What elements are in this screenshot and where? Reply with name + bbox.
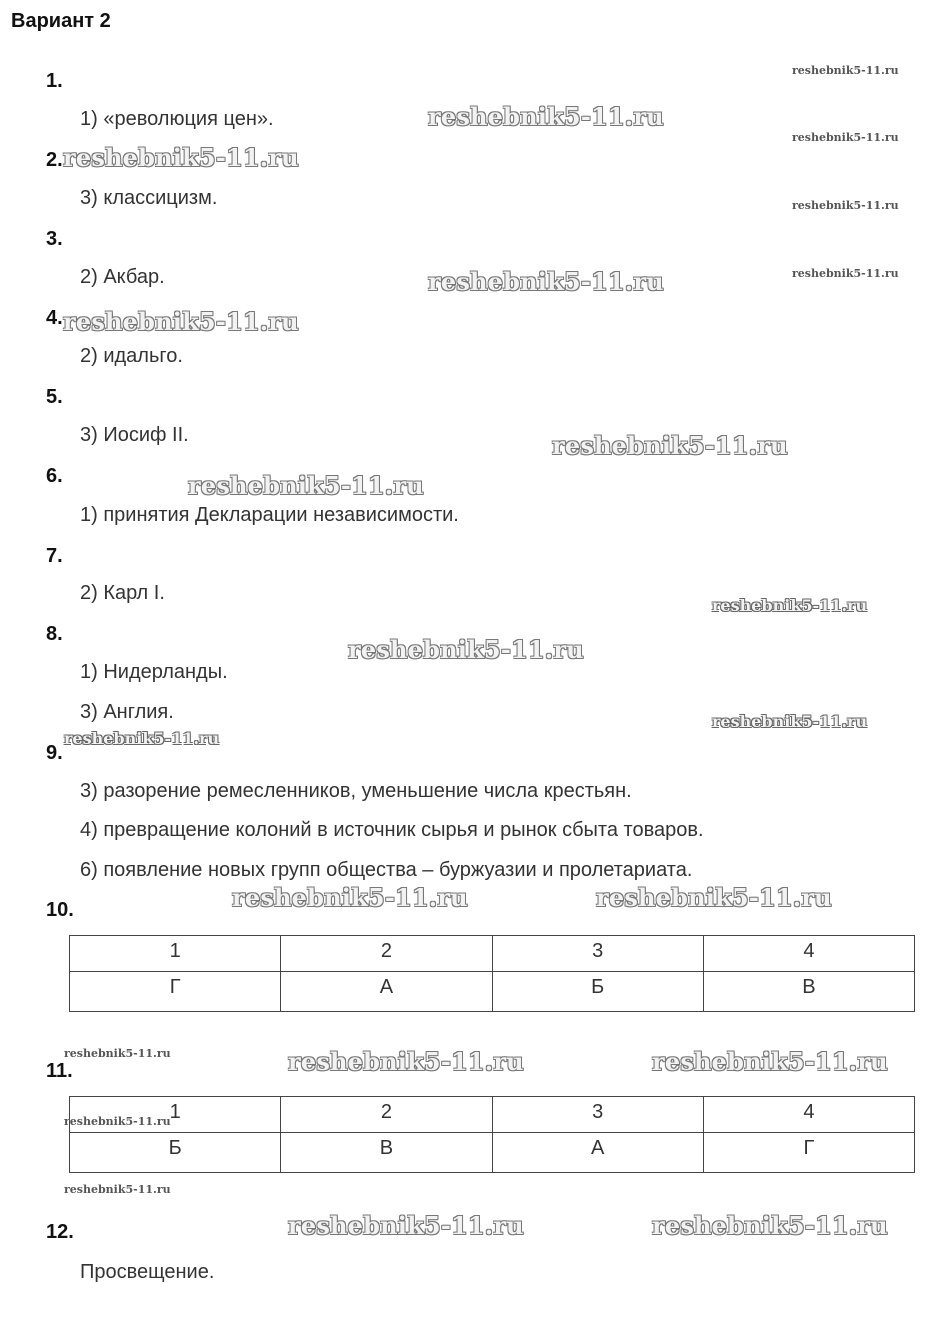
answer-12-1: Просвещение. [80, 1261, 215, 1283]
answer-4-1: 2) идальго. [80, 345, 183, 367]
watermark: reshebnik5-11.ru [652, 1047, 888, 1076]
table-cell: 1 [70, 1097, 281, 1133]
answer-9-3: 6) появление новых групп общества – буржуазии и пролетариата. [80, 859, 693, 881]
watermark: reshebnik5-11.ru [64, 1047, 171, 1060]
table-cell: 4 [703, 1097, 914, 1133]
table-cell: Б [492, 972, 703, 1012]
table-cell: Б [70, 1133, 281, 1173]
question-number-8: 8. [46, 623, 63, 645]
table-cell: 1 [70, 936, 281, 972]
question-number-4: 4. [46, 307, 63, 329]
watermark: reshebnik5-11.ru [792, 199, 899, 212]
table-cell: Г [70, 972, 281, 1012]
question-number-2: 2. [46, 149, 63, 171]
table-cell: В [703, 972, 914, 1012]
watermark: reshebnik5-11.ru [792, 64, 899, 77]
answer-1-1: 1) «революция цен». [80, 108, 274, 130]
watermark: reshebnik5-11.ru [288, 1211, 524, 1240]
table-cell: 3 [492, 936, 703, 972]
page-title: Вариант 2 [11, 10, 111, 32]
watermark: reshebnik5-11.ru [188, 471, 424, 500]
table-row [70, 1133, 915, 1173]
answer-8-1: 1) Нидерланды. [80, 661, 228, 683]
table-cell: 4 [703, 936, 914, 972]
watermark: reshebnik5-11.ru [64, 1183, 171, 1196]
watermark: reshebnik5-11.ru [348, 635, 584, 664]
table-cell: А [281, 972, 492, 1012]
watermark: reshebnik5-11.ru [63, 143, 299, 172]
table-row [70, 972, 915, 1012]
watermark: reshebnik5-11.ru [63, 307, 299, 336]
watermark: reshebnik5-11.ru [428, 102, 664, 131]
question-number-7: 7. [46, 545, 63, 567]
table-cell: 3 [492, 1097, 703, 1133]
answer-table-10 [69, 935, 915, 1012]
watermark: reshebnik5-11.ru [552, 431, 788, 460]
answer-9-2: 4) превращение колоний в источник сырья и рынок сбыта товаров. [80, 819, 704, 841]
question-number-6: 6. [46, 465, 63, 487]
table-header-row [70, 936, 915, 972]
watermark: reshebnik5-11.ru [428, 267, 664, 296]
watermark: reshebnik5-11.ru [712, 712, 868, 731]
table-cell: Г [703, 1133, 914, 1173]
question-number-3: 3. [46, 228, 63, 250]
table-cell: А [492, 1133, 703, 1173]
question-number-5: 5. [46, 386, 63, 408]
answer-8-2: 3) Англия. [80, 701, 174, 723]
table-cell: 2 [281, 1097, 492, 1133]
answer-table-11 [69, 1096, 915, 1173]
answer-2-1: 3) классицизм. [80, 187, 218, 209]
table-cell: В [281, 1133, 492, 1173]
question-number-9: 9. [46, 742, 63, 764]
question-number-10: 10. [46, 899, 74, 921]
watermark: reshebnik5-11.ru [232, 883, 468, 912]
table-header-row [70, 1097, 915, 1133]
watermark: reshebnik5-11.ru [792, 267, 899, 280]
watermark: reshebnik5-11.ru [64, 1115, 171, 1128]
question-number-1: 1. [46, 70, 63, 92]
answer-3-1: 2) Акбар. [80, 266, 165, 288]
watermark: reshebnik5-11.ru [288, 1047, 524, 1076]
answer-7-1: 2) Карл I. [80, 582, 165, 604]
answer-5-1: 3) Иосиф II. [80, 424, 189, 446]
watermark: reshebnik5-11.ru [64, 729, 220, 748]
question-number-12: 12. [46, 1221, 74, 1243]
watermark: reshebnik5-11.ru [596, 883, 832, 912]
answer-9-1: 3) разорение ремесленников, уменьшение числа крестьян. [80, 780, 632, 802]
watermark: reshebnik5-11.ru [792, 131, 899, 144]
watermark: reshebnik5-11.ru [712, 596, 868, 615]
watermark: reshebnik5-11.ru [652, 1211, 888, 1240]
question-number-11: 11. [46, 1060, 73, 1082]
answer-6-1: 1) принятия Декларации независимости. [80, 504, 459, 526]
table-cell: 2 [281, 936, 492, 972]
